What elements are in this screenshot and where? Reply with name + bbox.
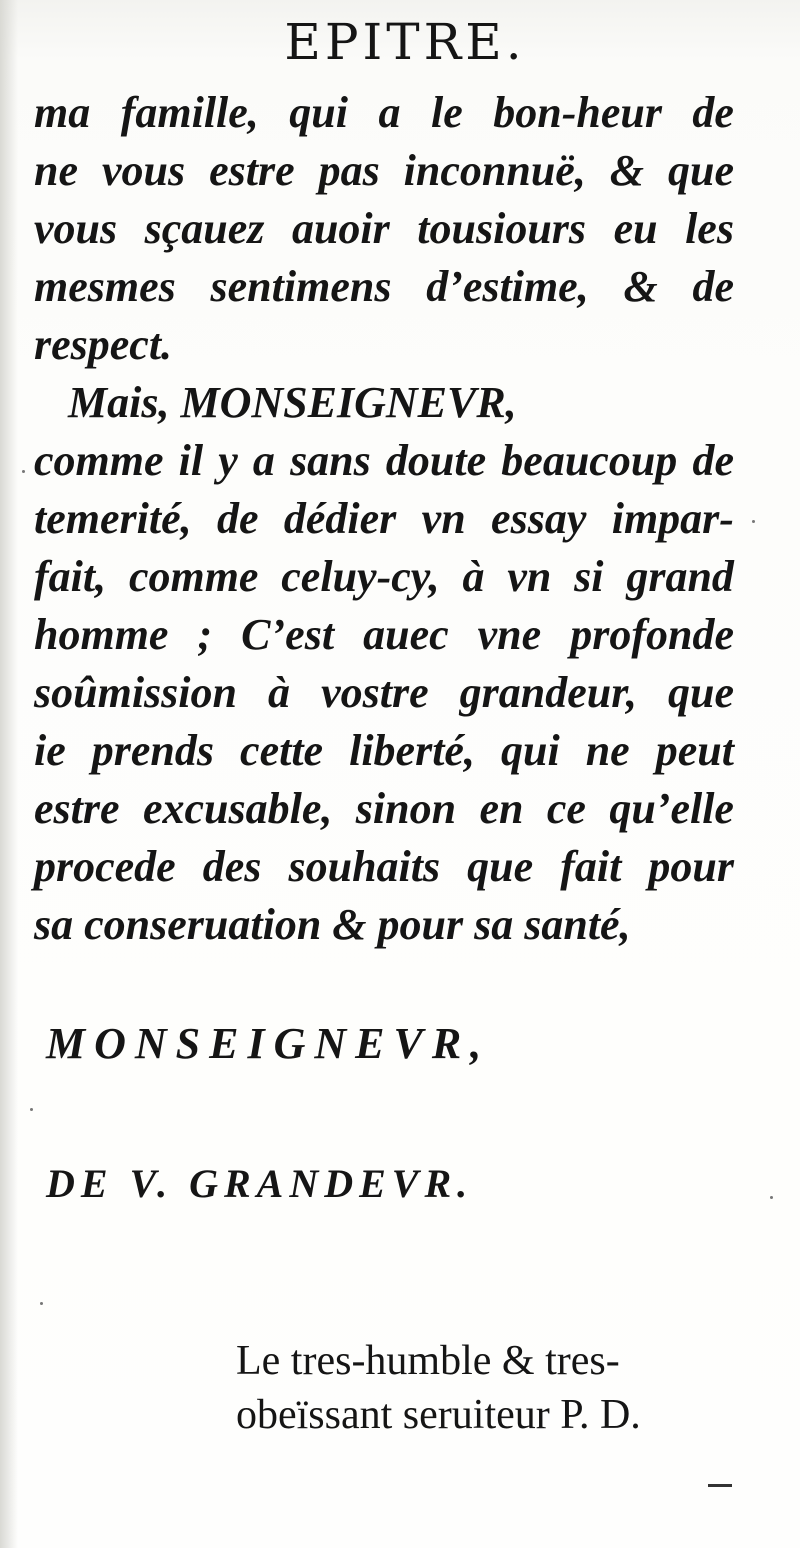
signature-block	[236, 1334, 641, 1442]
ink-speck	[752, 520, 755, 523]
grandeur-line: DE V. GRANDEVR.	[46, 1161, 474, 1206]
printer-mark	[708, 1484, 732, 1487]
signature-line: obeïssant seruiteur P. D.	[236, 1392, 641, 1438]
ink-speck	[40, 1302, 43, 1305]
text-line: ie prends cette liberté, qui ne peut	[34, 726, 734, 775]
text-line: soûmission à vostre grandeur, que	[34, 668, 734, 717]
text-line: ne vous estre pas inconnuë, & que	[34, 146, 734, 195]
ink-speck	[30, 1108, 33, 1111]
letter-body	[34, 84, 734, 954]
text-line: ma famille, qui a le bon-heur de	[34, 88, 734, 137]
text-line: Mais, MONSEIGNEVR,	[68, 378, 517, 427]
text-line: homme ; C’est auec vne profonde	[34, 610, 734, 659]
text-line: temerité, de dédier vn essay impar-	[34, 494, 734, 543]
text-line: comme il y a sans doute beaucoup de	[34, 436, 734, 485]
text-line: mesmes sentimens d’estime, & de	[34, 262, 734, 311]
text-line: procede des souhaits que fait pour	[34, 842, 734, 891]
text-line: vous sçauez auoir tousiours eu les	[34, 204, 734, 253]
text-line: respect.	[34, 320, 173, 369]
running-header: EPITRE.	[284, 13, 526, 71]
ink-speck	[22, 470, 25, 473]
text-line: sa conseruation & pour sa santé,	[34, 900, 631, 949]
text-line: fait, comme celuy-cy, à vn si grand	[34, 552, 734, 601]
salutation: MONSEIGNEVR,	[46, 1019, 491, 1068]
signature-line: Le tres-humble & tres-	[236, 1338, 620, 1384]
ink-speck	[770, 1196, 773, 1199]
text-line: estre excusable, sinon en ce qu’elle	[34, 784, 734, 833]
